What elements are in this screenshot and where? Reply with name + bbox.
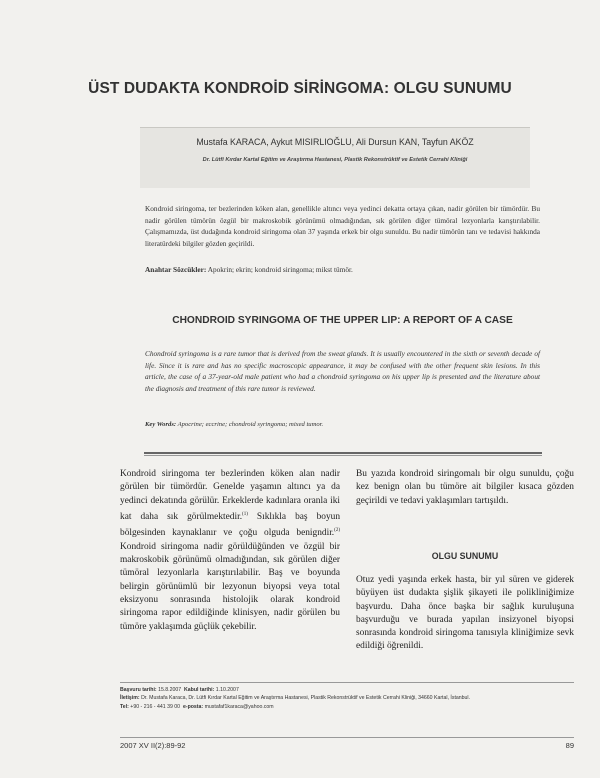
footer-contact: [120, 694, 574, 702]
body-left-part-2: Sıklıkla baş boyun bölgesinden kaynaklanır ve çoğu olguda benigndir.: [120, 512, 341, 539]
body-column-right-intro: Bu yazıda kondroid siringomalı bir olgu sunuldu, çoğu kez benign olan bu tümöre ait bilgiler kısaca gözden geçirildi ve tedavi yaklaşımları tartışıldı.: [356, 469, 574, 506]
email-address: mustafaf1karaca@yahoo.com: [204, 703, 274, 710]
abstract-turkish: Kondroid siringoma, ter bezlerinden köken alan, genellikle altıncı veya yedinci dekatta ortaya çıkan, nadir görülen bir tümördür. Bu nadir görülen tümörün özgül bir makroskobik görünümü olmadığından, sık görülen diğer tümöral lezyonlarla karıştırılabilir. Çalışmamızda, üst dudağında kondroid siringoma olan 37 yaşında erkek bir olgu sunuldu. Bu nadir tümörün tanı ve tedavisi hakkında literatürdeki bilgiler gözden geçirildi.: [145, 204, 540, 248]
received-label: Başvuru tarihi:: [120, 687, 157, 693]
received-date: 15.8.2007: [158, 687, 182, 693]
footer-phone-email: [120, 703, 574, 711]
keywords-english-text: Apocrine; eccrine; chondroid syringoma; mixed tumor.: [177, 421, 324, 428]
keywords-turkish: [145, 265, 540, 274]
article-title-turkish: ÜST DUDAKTA KONDROİD SİRİNGOMA: OLGU SUNUMU: [88, 80, 512, 97]
page-number: 89: [565, 741, 574, 750]
contact-address: Dr. Mustafa Karaca, Dr. Lütfi Kırdar Kartal Eğitim ve Araştırma Hastanesi, Plastik Rekonstrüktif ve Estetik Cerrahi Kliniği, 34660 Kartal, İstanbul.: [141, 695, 471, 702]
page-bottom-divider: [120, 737, 574, 738]
tel-label: Tel:: [120, 703, 129, 710]
keywords-turkish-text: Apokrin; ekrin; kondroid siringoma; mikst tümör.: [207, 265, 353, 274]
body-column-right-case: Otuz yedi yaşında erkek hasta, bir yıl süren ve giderek büyüyen üst dudakta şişlik şikayeti ile polikliniğimize başvurdu. Daha önce başka bir sağlık kuruluşuna başvurduğu ve burada yapılan insizyonel biyopsi sonrasında kondroid siringoma tanısıyla kliniğimize sevk edildiği öğrenildi.: [356, 575, 574, 652]
footer-dates: [120, 686, 574, 694]
keywords-english: [145, 421, 540, 428]
article-footer-info: [120, 686, 574, 711]
abstract-english: Chondroid syringoma is a rare tumor that is derived from the sweat glands. It is usually encountered in the sixth or seventh decade of life. Since it is rare and has no specific macroscopic appearance, it may be confused with the other frequent skin lesions. In this article, the case of a 37-year-old male patient who had a chondroid syringoma on his upper lip is presented and the literature about the diagnosis and treatment of this rare tumor is reviewed.: [145, 349, 540, 393]
body-column-left: [120, 468, 340, 634]
keywords-english-label: Key Words:: [145, 421, 177, 428]
tel-number: +90 - 216 - 441 39 00: [130, 703, 181, 710]
body-left-part-3: Kondroid siringoma nadir görüldüğünden ve özgül bir makroskobik görünümü olmadığından, sık görülen diğer tümöral lezyonlarla karıştırılabilir. Baş ve boyunda belirgin görünümlü bir lezyonun biyopsi veya total eksizyonu sonrasında histolojik olarak kondroid siringoma rapor edildiğinde klinisyen, nadir görülen bu tümöre yaklaşımda güçlük çekebilir.: [120, 541, 340, 632]
accepted-date: 1.10.2007: [215, 687, 239, 693]
reference-2: (2): [334, 528, 340, 534]
reference-1: (1): [242, 511, 248, 517]
footer-divider: [120, 682, 574, 683]
section-divider-thin: [144, 455, 542, 456]
keywords-turkish-label: Anahtar Sözcükler:: [145, 265, 207, 274]
accepted-label: Kabul tarihi:: [184, 687, 215, 693]
contact-label: İletişim:: [120, 695, 140, 702]
journal-reference: 2007 XV II(2):89-92: [120, 741, 186, 750]
body-left-part-1: Kondroid siringoma ter bezlerinden köken alan nadir görülen bir tümördür. Genelde yaşamın altıncı ya da yedinci dekatında görülür. Erkeklerde kadınlara oranla iki kat daha sık görülmektedir.: [120, 469, 340, 523]
author-affiliation: Dr. Lütfi Kırdar Kartal Eğitim ve Araştırma Hastanesi, Plastik Rekonstrüktif ve Estetik Cerrahi Kliniği: [202, 157, 468, 163]
author-list: Mustafa KARACA, Aykut MISIRLIOĞLU, Ali Dursun KAN, Tayfun AKÖZ: [196, 137, 474, 147]
article-title-english: CHONDROID SYRINGOMA OF THE UPPER LIP: A REPORT OF A CASE: [172, 315, 513, 326]
email-label: e-posta:: [182, 703, 204, 710]
section-divider-thick: [144, 452, 542, 454]
section-heading-case-report: OLGU SUNUMU: [431, 551, 499, 561]
